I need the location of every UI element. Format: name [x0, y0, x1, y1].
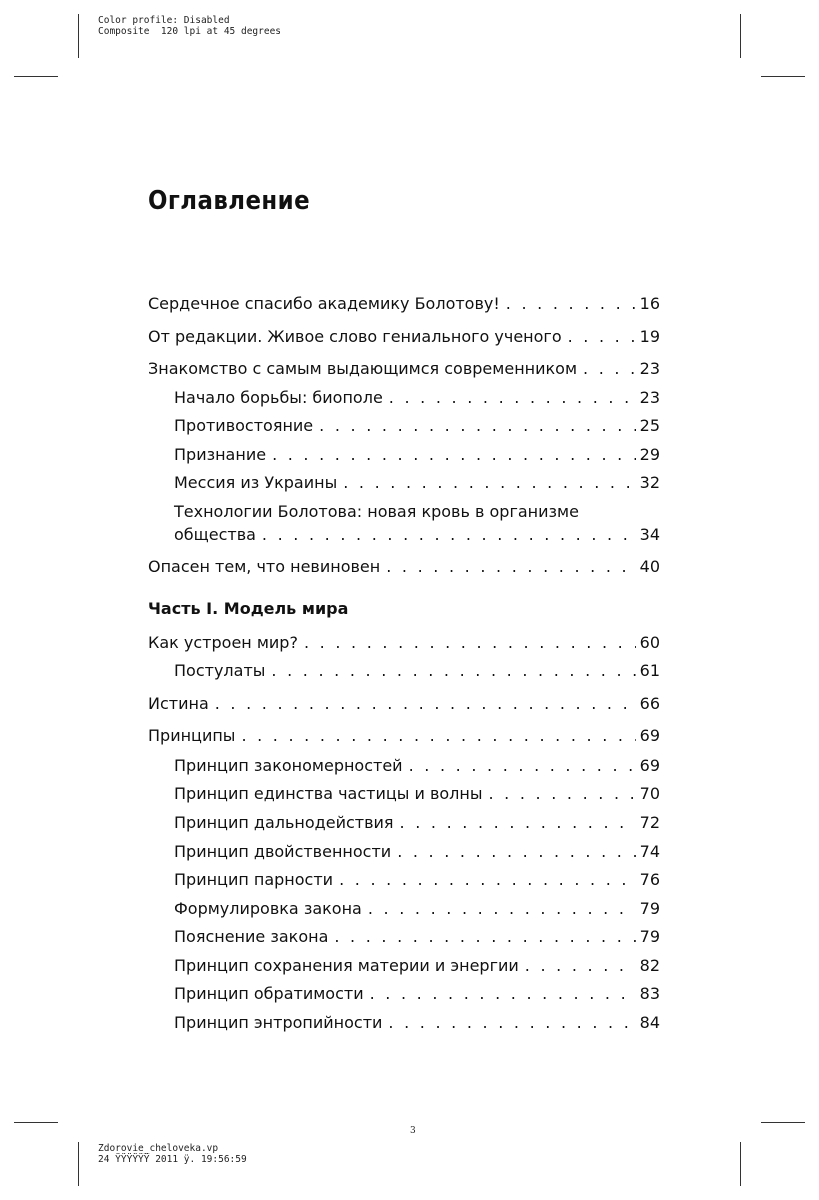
toc-subentry [174, 840, 660, 864]
toc-entry-label: Знакомство с самым выдающимся современником [148, 359, 578, 378]
toc-entry-page: 70 [639, 784, 660, 803]
leader-dots [313, 414, 635, 438]
toc-subentry [174, 1011, 660, 1035]
toc-entry-label: Постулаты [174, 661, 266, 680]
toc-subentry [174, 471, 660, 495]
toc-entry-page: 25 [639, 416, 660, 435]
toc-entry-label: Принцип закономерностей [174, 756, 403, 775]
toc-entry [148, 325, 660, 349]
toc-subentry [174, 659, 660, 683]
toc-entry-label-continued: общества [174, 525, 256, 544]
leader-dots [333, 868, 636, 892]
toc-entry [148, 555, 660, 579]
toc-subentry [174, 954, 660, 978]
toc-entry [148, 631, 660, 655]
toc-entry-page: 60 [639, 633, 660, 652]
leader-dots [403, 754, 636, 778]
toc-subentry [174, 868, 660, 892]
toc-entry-label: Признание [174, 445, 267, 464]
leader-dots [519, 954, 636, 978]
toc-entry-page: 23 [639, 359, 660, 378]
print-info-line-1: Color profile: Disabled [98, 15, 230, 26]
toc-entry-label: Как устроен мир? [148, 633, 298, 652]
toc-entry [148, 692, 660, 716]
toc-subentry [174, 925, 660, 949]
leader-dots [298, 631, 636, 655]
toc-entry-label: От редакции. Живое слово гениального ученого [148, 327, 562, 346]
toc-entry-label: Принцип дальнодействия [174, 813, 394, 832]
toc-entry-page: 79 [639, 899, 660, 918]
part-heading-label: Часть I. Модель мира [148, 599, 349, 618]
page-title: Оглавление [148, 186, 311, 216]
toc-entry-page: 19 [639, 327, 660, 346]
toc-entry-page: 16 [639, 294, 660, 313]
leader-dots [337, 471, 635, 495]
toc-entry-label: Противостояние [174, 416, 314, 435]
toc-part-heading [148, 597, 660, 621]
toc-entry-page: 74 [639, 842, 660, 861]
toc-entry-page: 79 [639, 927, 660, 946]
toc-entry-page: 23 [639, 388, 660, 407]
toc-entry-label: Истина [148, 694, 209, 713]
toc-entry-page: 32 [639, 473, 660, 492]
leader-dots [265, 659, 635, 683]
toc-entry-label: Принцип парности [174, 870, 334, 889]
toc-entry-page: 66 [639, 694, 660, 713]
leader-dots [483, 782, 636, 806]
toc-entry-page: 76 [639, 870, 660, 889]
leader-dots [362, 897, 636, 921]
toc-entry-label: Принцип двойственности [174, 842, 392, 861]
toc-subentry [174, 386, 660, 410]
toc-subentry [174, 443, 660, 467]
toc-entry-page: 84 [639, 1013, 660, 1032]
leader-dots [380, 555, 635, 579]
toc-entry-label: Опасен тем, что невиновен [148, 557, 381, 576]
toc-entry-label: Пояснение закона [174, 927, 329, 946]
toc-subentry [174, 782, 660, 806]
leader-dots [577, 357, 636, 381]
toc-entry-label: Принцип единства частицы и волны [174, 784, 483, 803]
toc-entry-label: Формулировка закона [174, 899, 362, 918]
toc-entry [148, 292, 660, 316]
leader-dots [500, 292, 636, 316]
leader-dots [235, 724, 635, 748]
toc-subentry-firstline [174, 500, 660, 524]
toc-entry-page: 69 [639, 756, 660, 775]
leader-dots [328, 925, 635, 949]
toc-subentry [174, 897, 660, 921]
toc-subentry [174, 414, 660, 438]
toc-entry-label: Мессия из Украины [174, 473, 338, 492]
toc-entry-label: Технологии Болотова: новая кровь в организме [174, 502, 579, 521]
toc-entry-label: Сердечное спасибо академику Болотову! [148, 294, 500, 313]
footer-filename: Zdorovie_cheloveka.vp [98, 1143, 219, 1154]
leader-dots [394, 811, 636, 835]
leader-dots [266, 443, 636, 467]
page-number: 3 [410, 1126, 416, 1136]
toc-entry-page: 40 [639, 557, 660, 576]
leader-dots [256, 523, 636, 547]
toc-entry-label: Принцип сохранения материи и энергии [174, 956, 519, 975]
footer-timestamp: 24 ŸŸŸŸŸŸ 2011 ÿ. 19:56:59 [98, 1154, 247, 1165]
toc-entry-page: 83 [639, 984, 660, 1003]
toc-entry [148, 724, 660, 748]
leader-dots [364, 982, 636, 1006]
toc-subentry [174, 982, 660, 1006]
leader-dots [209, 692, 636, 716]
toc-subentry [174, 811, 660, 835]
toc-entry-page: 61 [639, 661, 660, 680]
toc-entry-label: Начало борьбы: биополе [174, 388, 383, 407]
toc-entry-page: 72 [639, 813, 660, 832]
toc-entry-page: 82 [639, 956, 660, 975]
leader-dots [391, 840, 635, 864]
toc-entry-label: Принцип энтропийности [174, 1013, 383, 1032]
toc-subentry [174, 523, 660, 547]
toc-entry-page: 29 [639, 445, 660, 464]
toc-entry-page: 34 [639, 525, 660, 544]
leader-dots [383, 386, 636, 410]
toc-entry-page: 69 [639, 726, 660, 745]
toc-entry-label: Принцип обратимости [174, 984, 364, 1003]
toc-entry-label: Принципы [148, 726, 236, 745]
print-info-line-2: Composite 120 lpi at 45 degrees [98, 26, 282, 37]
toc-entry [148, 357, 660, 381]
leader-dots [382, 1011, 635, 1035]
toc-subentry [174, 754, 660, 778]
leader-dots [562, 325, 636, 349]
